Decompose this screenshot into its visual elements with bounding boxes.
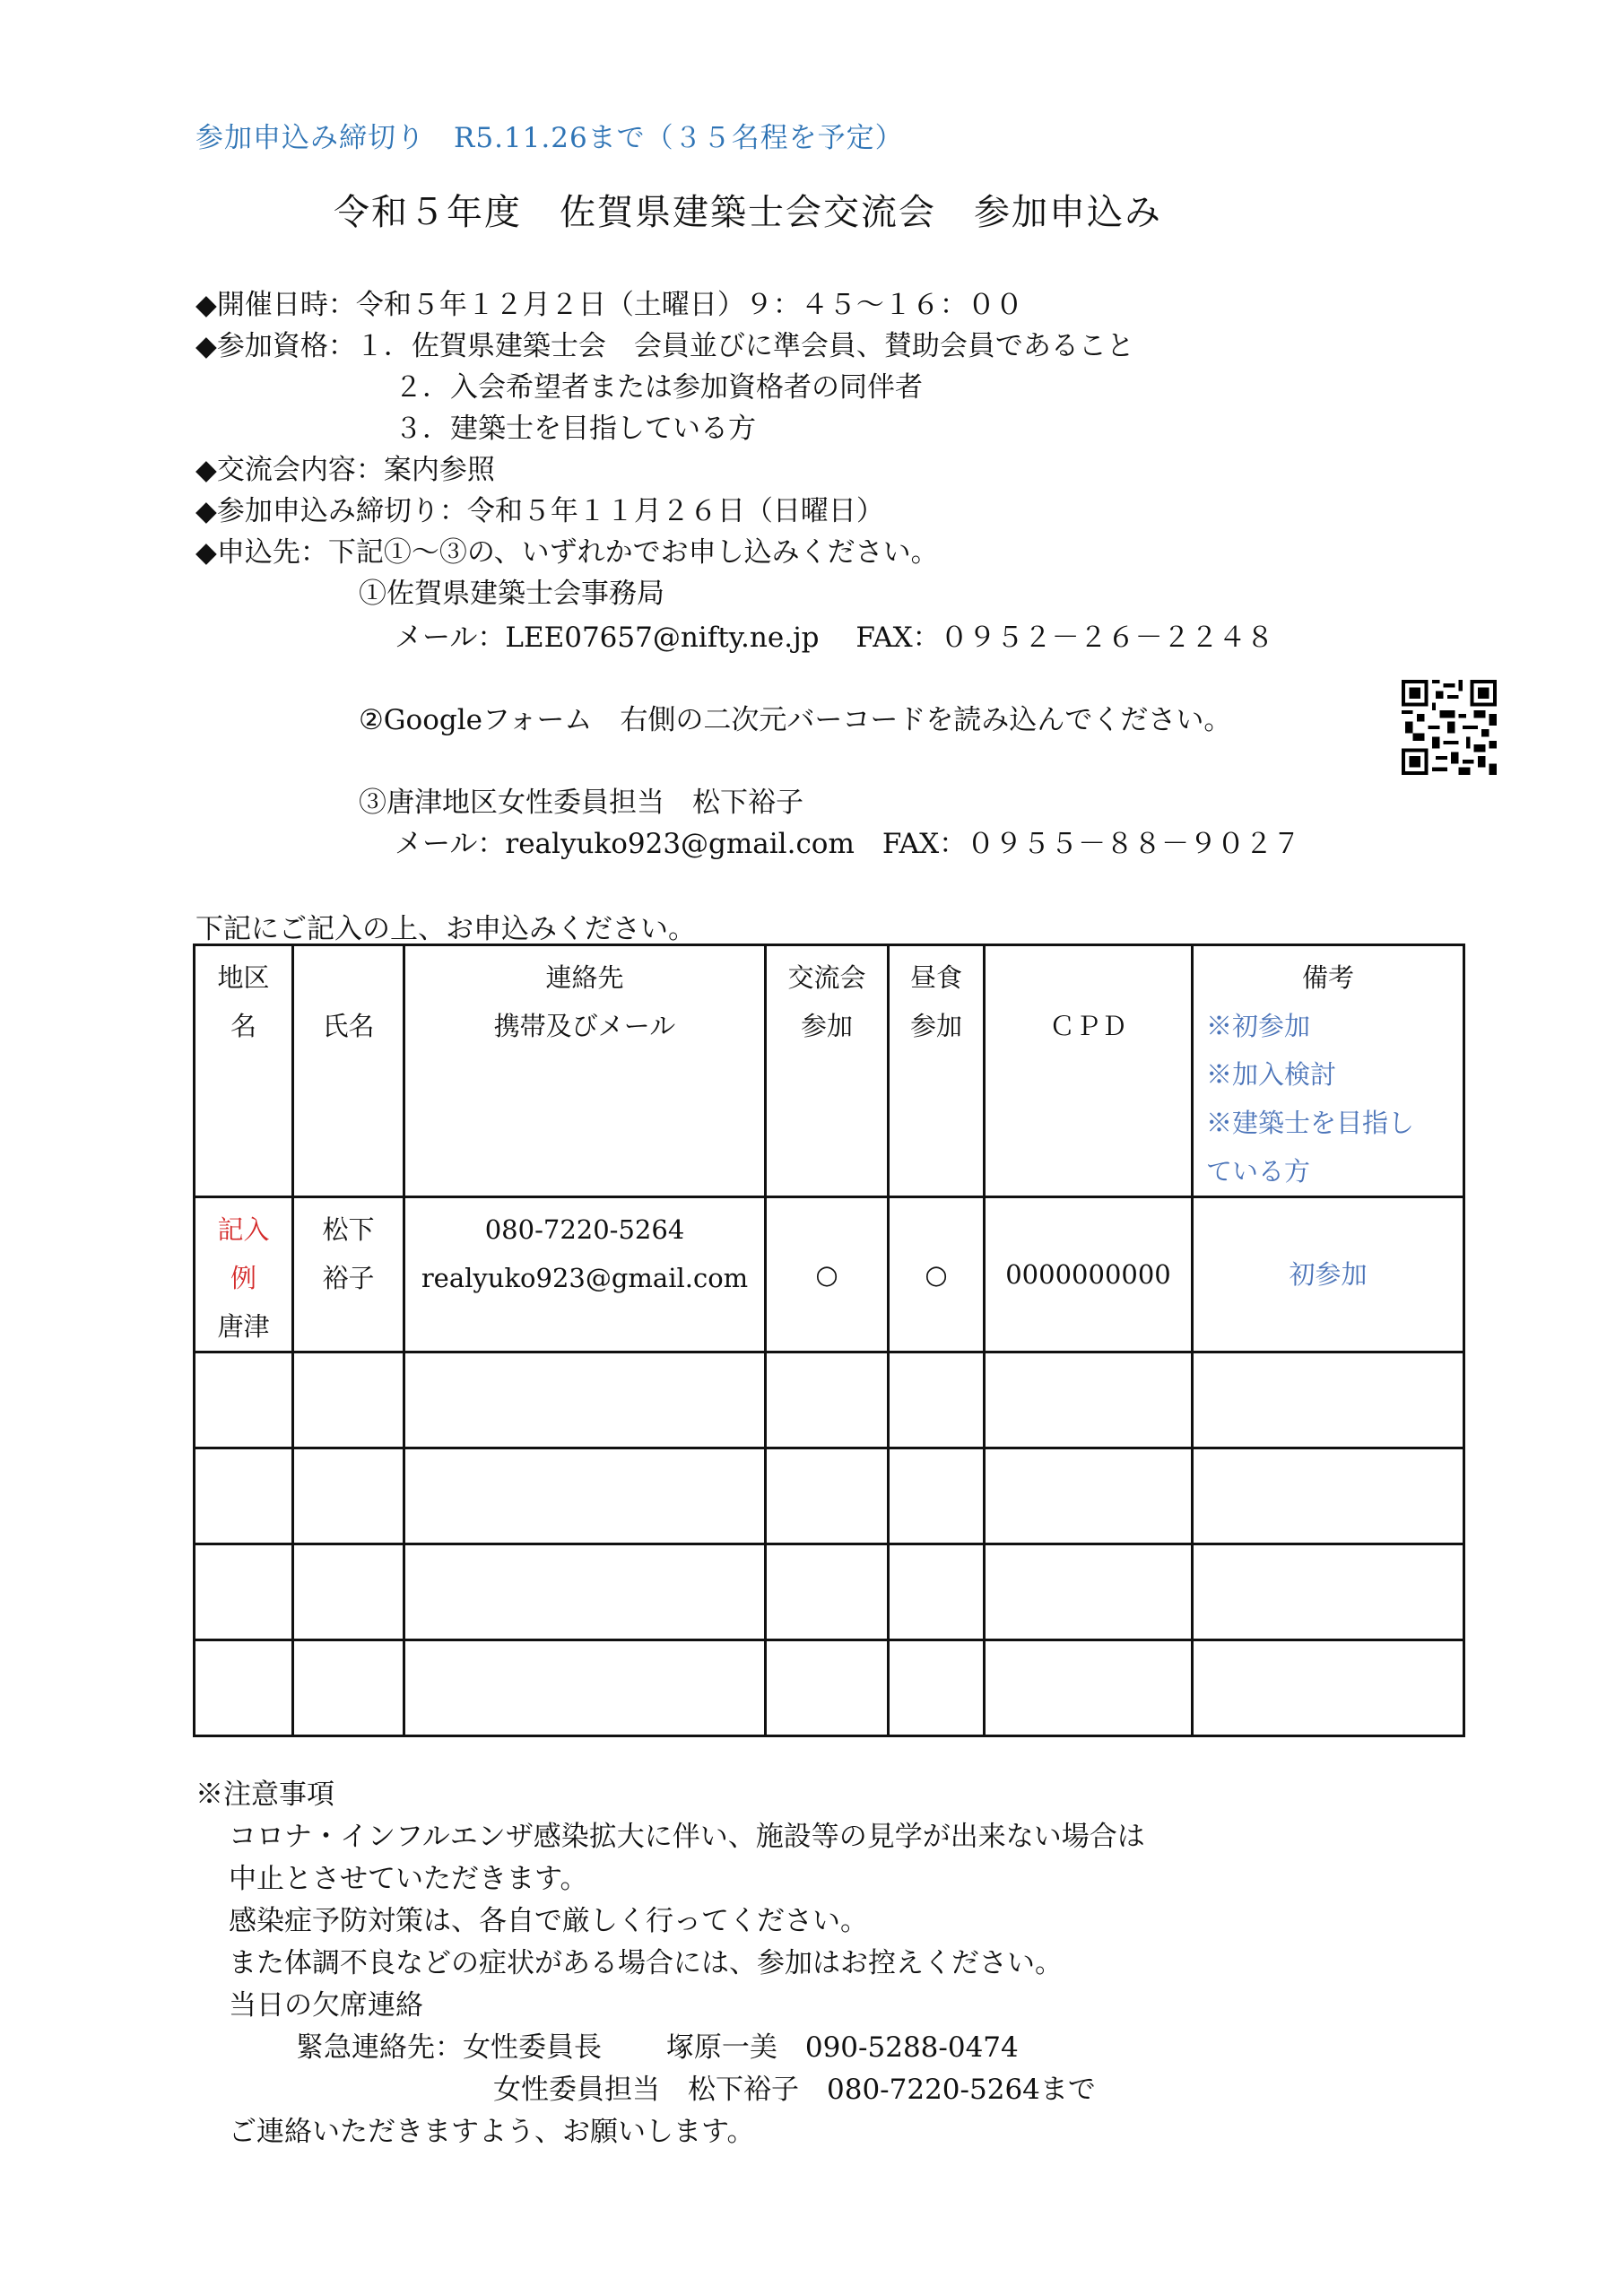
entry-district[interactable]: [195, 1352, 293, 1448]
entry-district[interactable]: [195, 1640, 293, 1736]
application-form-table: [193, 944, 1465, 1737]
eligibility-1: ◆参加資格：１．佐賀県建築士会 会員並びに準会員、賛助会員であること: [195, 330, 1134, 362]
remark-option: ※加入検討: [1206, 1059, 1337, 1090]
application-deadline: ◆参加申込み締切り：令和５年１１月２６日（日曜日）: [195, 495, 884, 527]
notes-heading: ※注意事項: [195, 1779, 334, 1811]
remark-option: ※建築士を目指し: [1206, 1108, 1415, 1138]
entry-name[interactable]: [293, 1448, 404, 1544]
header-district: 地区 名: [195, 945, 293, 1197]
entry-cpd[interactable]: [985, 1352, 1193, 1448]
example-row: [195, 1197, 1464, 1352]
option-3-title: ③唐津地区女性委員担当 松下裕子: [359, 787, 803, 819]
entry-lunch[interactable]: [889, 1640, 985, 1736]
entry-remarks[interactable]: [1193, 1544, 1464, 1640]
entry-contact[interactable]: [404, 1352, 766, 1448]
entry-lunch[interactable]: [889, 1352, 985, 1448]
example-exchange: ○: [766, 1197, 889, 1352]
eligibility-3: ３．建築士を目指している方: [395, 413, 756, 445]
header-remarks: 備考 ※初参加 ※加入検討 ※建築士を目指し ている方: [1193, 945, 1464, 1197]
entry-cpd[interactable]: [985, 1448, 1193, 1544]
event-content: ◆交流会内容：案内参照: [195, 454, 495, 486]
entry-cpd[interactable]: [985, 1544, 1193, 1640]
header-row: [195, 945, 1464, 1197]
entry-row[interactable]: [195, 1640, 1464, 1736]
emergency-contact-2: 女性委員担当 松下裕子 080-7220-5264まで: [493, 2074, 1096, 2106]
event-date: ◆開催日時：令和５年１２月２日（土曜日）９：４５～１６：００: [195, 289, 1023, 321]
page-title: 令和５年度 佐賀県建築士会交流会 参加申込み: [334, 192, 1162, 233]
entry-row[interactable]: [195, 1448, 1464, 1544]
header-exchange: 交流会 参加: [766, 945, 889, 1197]
remark-option: ※初参加: [1206, 1011, 1311, 1041]
example-name: 松下 裕子: [293, 1197, 404, 1352]
option-1-contact: メール：LEE07657@nifty.ne.jp FAX：０９５２－２６－２２４８: [395, 622, 1274, 654]
emergency-contact-1: 緊急連絡先：女性委員長 塚原一美 090-5288-0474: [296, 2031, 1019, 2064]
entry-contact[interactable]: [404, 1544, 766, 1640]
entry-name[interactable]: [293, 1544, 404, 1640]
notes-line: 感染症予防対策は、各自で厳しく行ってください。: [229, 1905, 868, 1937]
header-name: 氏名: [293, 945, 404, 1197]
entry-row[interactable]: [195, 1544, 1464, 1640]
option-2-google-form: ②Googleフォーム 右側の二次元バーコードを読み込んでください。: [359, 704, 1232, 736]
entry-district[interactable]: [195, 1448, 293, 1544]
eligibility-2: ２．入会希望者または参加資格者の同伴者: [395, 371, 923, 404]
entry-exchange[interactable]: [766, 1544, 889, 1640]
entry-district[interactable]: [195, 1544, 293, 1640]
notes-line: コロナ・インフルエンザ感染拡大に伴い、施設等の見学が出来ない場合は: [229, 1821, 1145, 1853]
example-contact: 080-7220-5264 realyuko923@gmail.com: [404, 1197, 766, 1352]
entry-contact[interactable]: [404, 1640, 766, 1736]
entry-name[interactable]: [293, 1352, 404, 1448]
example-cpd: 0000000000: [985, 1197, 1193, 1352]
entry-exchange[interactable]: [766, 1352, 889, 1448]
entry-remarks[interactable]: [1193, 1448, 1464, 1544]
notes-line: また体調不良などの症状がある場合には、参加はお控えください。: [229, 1947, 1063, 1979]
notes-line: 中止とさせていただきます。: [229, 1863, 588, 1895]
deadline-note: 参加申込み締切り R5.11.26まで（３５名程を予定）: [195, 122, 904, 154]
entry-remarks[interactable]: [1193, 1640, 1464, 1736]
entry-cpd[interactable]: [985, 1640, 1193, 1736]
entry-remarks[interactable]: [1193, 1352, 1464, 1448]
form-intro: 下記にご記入の上、お申込みください。: [195, 913, 696, 945]
apply-to: ◆申込先：下記①～③の、いずれかでお申し込みください。: [195, 536, 939, 569]
header-lunch: 昼食 参加: [889, 945, 985, 1197]
entry-lunch[interactable]: [889, 1544, 985, 1640]
example-district: 記入 例 唐津: [195, 1197, 293, 1352]
entry-exchange[interactable]: [766, 1448, 889, 1544]
entry-lunch[interactable]: [889, 1448, 985, 1544]
option-3-contact: メール：realyuko923@gmail.com FAX：０９５５－８８－９０２７: [395, 828, 1301, 860]
notes-line: 当日の欠席連絡: [229, 1989, 423, 2022]
option-1-title: ①佐賀県建築士会事務局: [359, 578, 664, 610]
header-contact: 連絡先 携帯及びメール: [404, 945, 766, 1197]
example-remarks: 初参加: [1193, 1197, 1464, 1352]
entry-contact[interactable]: [404, 1448, 766, 1544]
entry-exchange[interactable]: [766, 1640, 889, 1736]
qr-code-icon[interactable]: [1402, 680, 1497, 775]
notes-closing: ご連絡いただきますよう、お願いします。: [229, 2116, 755, 2148]
entry-row[interactable]: [195, 1352, 1464, 1448]
example-lunch: ○: [889, 1197, 985, 1352]
remark-option: ている方: [1206, 1156, 1311, 1187]
header-cpd: ＣＰＤ: [985, 945, 1193, 1197]
entry-name[interactable]: [293, 1640, 404, 1736]
